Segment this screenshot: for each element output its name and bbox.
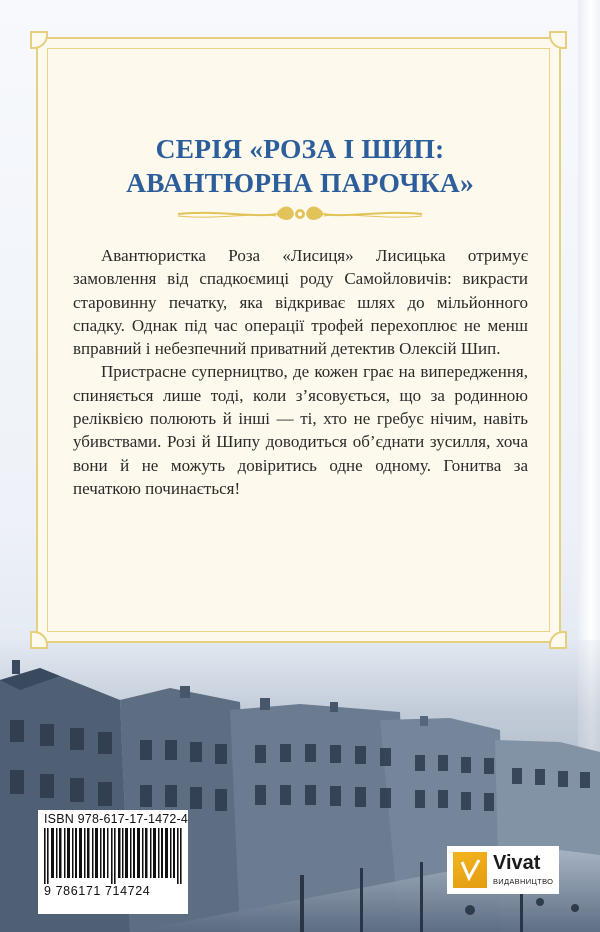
book-description: [73, 244, 528, 500]
isbn-text: ISBN 978-617-17-1472-4: [44, 812, 189, 826]
publisher-logo: [447, 846, 559, 894]
series-title: [40, 132, 560, 200]
description-paragraph-1: Авантюристка Роза «Лисиця» Лисицька отримує замовлення від спадкоємиці роду Самойловичів: викрасти старовинну печатку, яка відкриває шлях до мільйонного спадку. Однак під час операції трофей перехоплює не менш вправний і небезпечний приватний детектив Олексій Шип.: [73, 246, 528, 359]
barcode-icon: [44, 828, 182, 884]
frame-corner-ornament: [549, 631, 567, 649]
publisher-name: Vivat: [493, 852, 541, 874]
publisher-subtitle: ВИДАВНИЦТВО: [493, 877, 554, 886]
frame-corner-ornament: [30, 631, 48, 649]
frame-corner-ornament: [549, 31, 567, 49]
vivat-mark-icon: [453, 852, 487, 888]
divider-ornament: [176, 202, 424, 226]
description-paragraph-2: Пристрасне суперництво, де кожен грає на випередження, спиняється лише тоді, коли з’ясовується, що за родинною реліквією полюють й інші — ті, хто не гребує нічим, навіть убивствами. Розі й Шипу доводиться об’єднати зусилля, хоча вони й не можуть довіритись одне одному. Гонитва за печаткою починається!: [73, 362, 528, 498]
barcode-digits: 9 786171 714724: [44, 884, 151, 898]
series-title-line-1: СЕРІЯ «РОЗА І ШИП:: [155, 133, 445, 164]
frame-corner-ornament: [30, 31, 48, 49]
series-title-line-2: АВАНТЮРНА ПАРОЧКА»: [126, 167, 474, 198]
